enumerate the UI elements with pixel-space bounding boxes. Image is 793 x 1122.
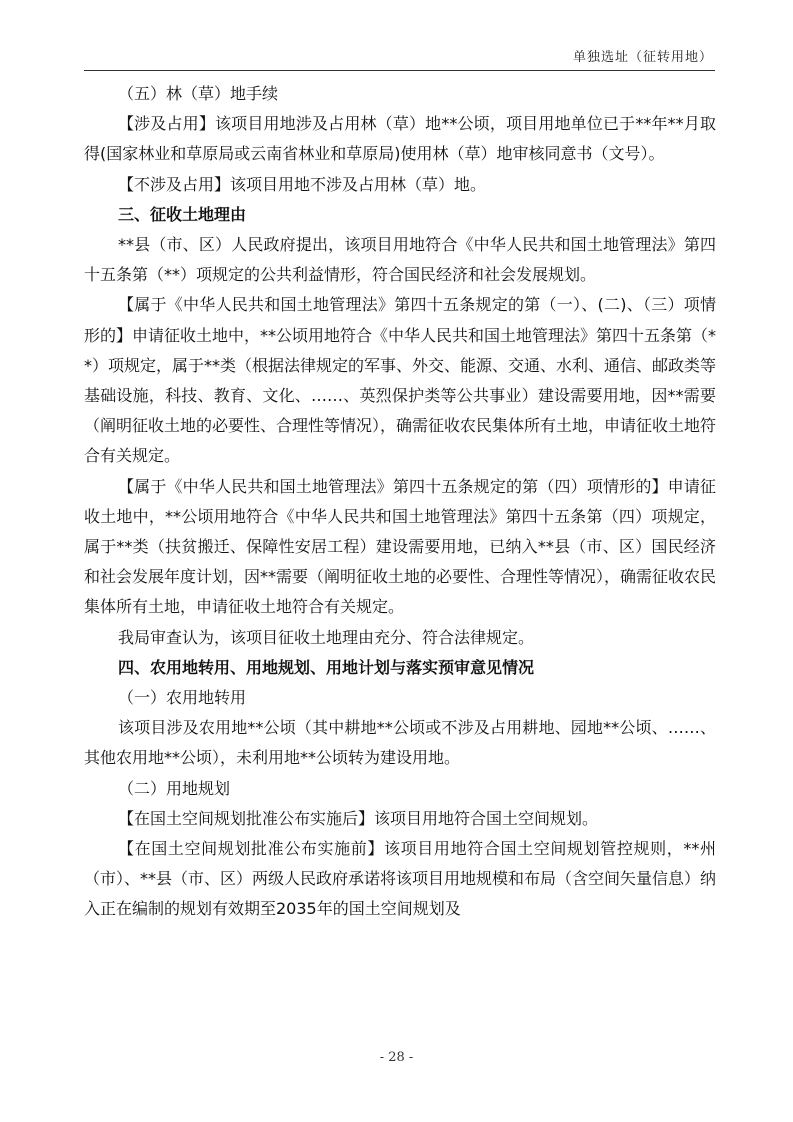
header-title: 单独选址（征转用地） <box>572 50 713 65</box>
paragraph-occupation-not-involved: 【不涉及占用】该项目用地不涉及占用林（草）地。 <box>118 174 487 194</box>
subheading-land-planning: （二）用地规划 <box>118 778 231 798</box>
paragraph-occupation-involved: 【涉及占用】该项目用地涉及占用林（草）地**公顷，项目用地单位已于**年**月取得(国家林业和草原局或云南省林业和草原局)使用林（草）地审核同意书（文号）。 <box>84 114 716 164</box>
page-number: - 28 - <box>379 1050 414 1065</box>
paragraph-article45-item-4: 【属于《中华人民共和国土地管理法》第四十五条规定的第（四）项情形的】申请征收土地中，**公顷用地符合《中华人民共和国土地管理法》第四十五条第（四）项规定，属于**类（扶贫搬迁、保障性安居工程）建设需要用地，已纳入**县（市、区）国民经济和社会发展年度计划，因**需要（阐明征收土地的必要性、合理性等情况），确需征收农民集体所有土地，申请征收土地符合有关规定。 <box>84 476 717 617</box>
subheading-forest-grass-procedures: （五）林（草）地手续 <box>118 84 279 103</box>
document-body <box>84 79 716 925</box>
section-heading-4: 四、农用地转用、用地规划、用地计划与落实预审意见情况 <box>118 657 535 677</box>
section-heading-3: 三、征收土地理由 <box>118 204 247 224</box>
header-divider <box>84 70 715 71</box>
paragraph-farmland-conversion: 该项目涉及农用地**公顷（其中耕地**公顷或不涉及占用耕地、园地**公顷、……、其他农用地**公顷），未利用地**公顷转为建设用地。 <box>84 718 716 768</box>
subheading-farmland-conversion: （一）农用地转用 <box>118 688 247 708</box>
paragraph-review-conclusion: 我局审查认为，该项目征收土地理由充分、符合法律规定。 <box>118 627 535 647</box>
page-header <box>0 0 793 78</box>
paragraph-article45-items-1-3: 【属于《中华人民共和国土地管理法》第四十五条规定的第（一）、(二)、（三）项情形的】申请征收土地中，**公顷用地符合《中华人民共和国土地管理法》第四十五条第（**）项规定，属于**类（根据法律规定的军事、外交、能源、交通、水利、通信、邮政类等基础设施，科技、教育、文化、……、英烈保护类等公共事业）建设需要用地，因**需要（阐明征收土地的必要性、合理性等情况），确需征收农民集体所有土地，申请征收土地符合有关规定。 <box>84 295 717 466</box>
paragraph-after-plan-approval: 【在国土空间规划批准公布实施后】该项目用地符合国土空间规划。 <box>118 808 599 828</box>
paragraph-before-plan-approval: 【在国土空间规划批准公布实施前】该项目用地符合国土空间规划管控规则，**州（市）、**县（市、区）两级人民政府承诺将该项目用地规模和布局（含空间矢量信息）纳入正在编制的规划有效期至2035年的国土空间规划及 <box>84 839 717 919</box>
paragraph-county-proposal: **县（市、区）人民政府提出，该项目用地符合《中华人民共和国土地管理法》第四十五条第（**）项规定的公共利益情形，符合国民经济和社会发展规划。 <box>84 235 716 285</box>
